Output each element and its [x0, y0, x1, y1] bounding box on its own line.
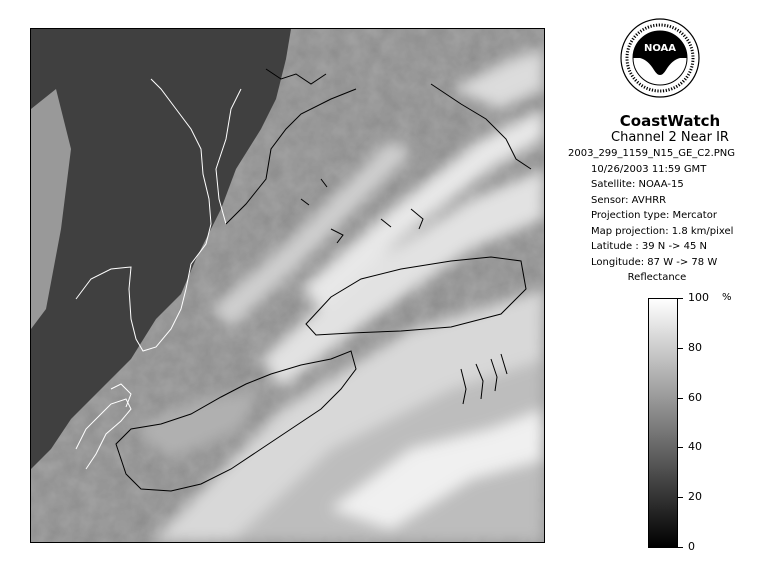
meta-datetime: 10/26/2003 11:59 GMT [591, 163, 707, 175]
meta-sensor: Sensor: AVHRR [591, 194, 667, 206]
colorbar [648, 298, 678, 548]
meta-satellite: Satellite: NOAA-15 [591, 179, 684, 190]
colorbar-tick-mark [678, 298, 683, 299]
meta-filename: 2003_299_1159_N15_GE_C2.PNG [568, 148, 736, 159]
logo-center-text: NOAA [643, 43, 677, 54]
colorbar-tick-label: 20 [688, 490, 702, 503]
meta-latitude: Latitude : 39 N -> 45 N [591, 241, 707, 252]
metadata-block [568, 146, 778, 270]
colorbar-unit: % [722, 292, 732, 303]
colorbar-tick-label: 80 [688, 341, 702, 354]
colorbar-tick-mark [678, 398, 683, 399]
meta-longitude: Longitude: 87 W -> 78 W [591, 256, 718, 268]
colorbar-title: Reflectance [627, 272, 687, 283]
colorbar-tick-mark [678, 497, 683, 498]
colorbar-tick-label: 40 [688, 440, 702, 453]
meta-map-projection: Map projection: 1.8 km/pixel [591, 225, 734, 237]
colorbar-tick-mark [678, 547, 683, 548]
satellite-image-map [30, 28, 545, 543]
brand-title: CoastWatch [619, 112, 721, 130]
colorbar-tick-label: 0 [688, 540, 695, 553]
colorbar-tick-mark [678, 348, 683, 349]
noaa-logo [620, 18, 700, 98]
colorbar-tick-label: 60 [688, 391, 702, 404]
satellite-image [31, 29, 544, 542]
product-title: Channel 2 Near IR [611, 130, 729, 145]
meta-projection-type: Projection type: Mercator [591, 210, 717, 221]
colorbar-tick-mark [678, 447, 683, 448]
colorbar-tick-label: 100 [688, 291, 709, 304]
